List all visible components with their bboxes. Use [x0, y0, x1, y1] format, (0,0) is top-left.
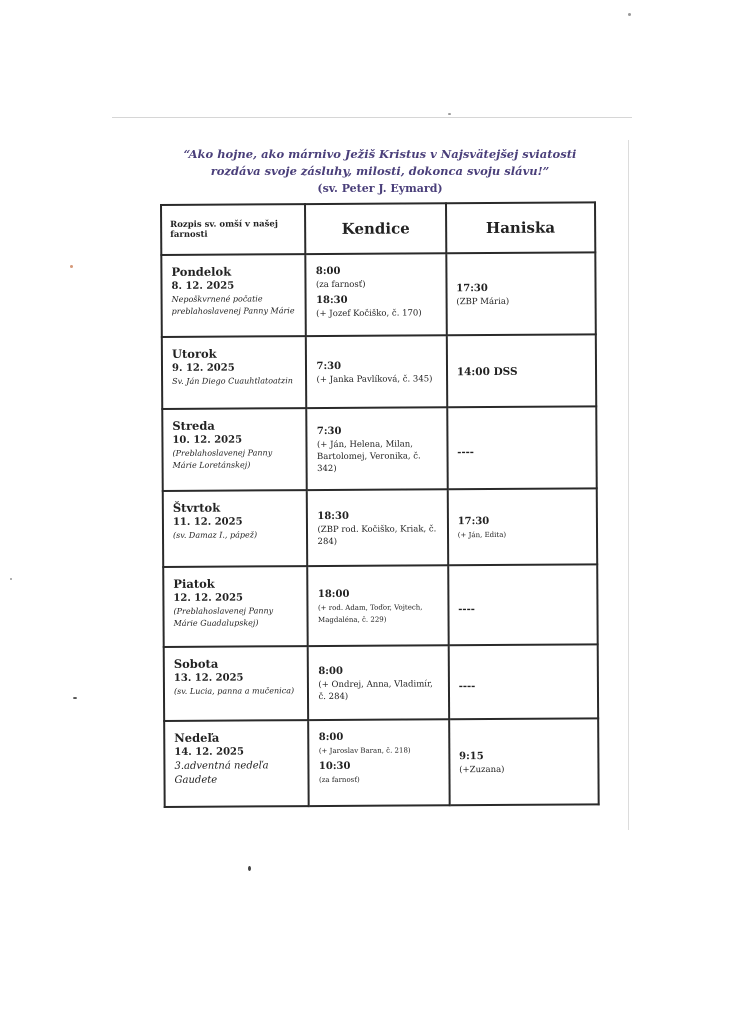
mass-entry [317, 423, 439, 475]
kendice-cell [306, 335, 447, 408]
mass-intention: (ZBP Mária) [456, 296, 510, 308]
mass-intention: (+ Janka Pavlíková, č. 345) [316, 374, 433, 386]
mass-entry [318, 663, 440, 703]
quote-text: “Ako hojne, ako márnivo Ježiš Kristus v Najsvätejšej sviatosti rozdáva svoje zásluhy, milosti, dokonca svoju slávu!” [183, 147, 577, 178]
haniska-cell [449, 718, 599, 805]
day-cell [161, 254, 306, 337]
table-row [161, 252, 595, 337]
kendice-cell [306, 253, 447, 336]
mass-time: 10:30 [318, 760, 351, 773]
day-feast: 3.adventná nedeľa Gaudete [174, 760, 269, 786]
day-name: Sobota [173, 656, 219, 671]
mass-intention: (+ Jozef Kočiško, č. 170) [316, 308, 422, 320]
mass-entry [316, 292, 437, 320]
mass-entry [318, 586, 440, 626]
no-mass-dash: ---- [457, 447, 474, 459]
mass-intention: (za farnosť) [318, 775, 360, 785]
mass-intention: (ZBP rod. Kočiško, Kriak, č. 284) [317, 524, 437, 548]
mass-entry [316, 263, 437, 291]
day-feast: (sv. Damaz I., pápež) [172, 530, 258, 540]
day-cell [163, 490, 308, 567]
mass-entry [458, 513, 588, 541]
mass-intention: (+ rod. Adam, Toďor, Vojtech, Magdaléna, č. 229) [317, 603, 423, 625]
table-row [163, 488, 597, 567]
mass-time: 18:30 [316, 294, 348, 307]
mass-time: 8:00 [315, 265, 341, 278]
table-row [162, 334, 596, 409]
scan-speck [10, 578, 12, 580]
day-name: Nedeľa [174, 730, 220, 745]
header-label: Rozpis sv. omší v našej farnosti [161, 204, 306, 255]
scan-speck [448, 113, 451, 115]
paper-edge-right [628, 140, 629, 830]
mass-time: 7:30 [316, 425, 342, 438]
haniska-cell [448, 644, 598, 719]
day-date: 14. 12. 2025 [174, 746, 244, 758]
paper-edge-top [112, 117, 632, 118]
quote [170, 146, 590, 197]
kendice-cell [307, 489, 448, 566]
mass-time: 17:30 [456, 282, 488, 295]
quote-author: (sv. Peter J. Eymard) [317, 182, 443, 195]
haniska-cell [447, 406, 597, 489]
mass-entry [319, 758, 440, 786]
mass-time: 8:00 [318, 731, 344, 744]
no-mass-dash: ---- [458, 681, 476, 693]
day-name: Pondelok [171, 264, 232, 279]
day-date: 11. 12. 2025 [172, 516, 243, 528]
table-row [162, 406, 596, 491]
scan-speck [73, 697, 77, 699]
day-cell [163, 566, 308, 647]
day-cell [162, 336, 307, 409]
day-name: Utorok [171, 346, 217, 361]
scan-speck [70, 265, 73, 268]
header-parish-kendice: Kendice [305, 203, 446, 254]
mass-intention: (+Zuzana) [459, 764, 505, 776]
no-mass-dash: ---- [458, 604, 475, 616]
kendice-cell [308, 645, 449, 720]
day-cell [164, 720, 309, 807]
day-date: 12. 12. 2025 [173, 592, 244, 604]
mass-time: 18:30 [317, 510, 349, 523]
day-cell [162, 408, 307, 491]
day-date: 10. 12. 2025 [172, 434, 243, 446]
mass-intention: (+ Ondrej, Anna, Vladimír, č. 284) [318, 679, 433, 703]
day-name: Štvrtok [172, 500, 221, 515]
day-feast: Sv. Ján Diego Cuauhtlatoatzin [172, 376, 293, 386]
mass-entry [459, 748, 589, 776]
day-feast: Nepoškvrnené počatie preblahoslavenej Panny Márie [171, 294, 295, 316]
mass-time: 7:30 [316, 360, 342, 373]
table-row [164, 718, 599, 807]
day-feast: (sv. Lucia, panna a mučenica) [173, 686, 295, 696]
mass-time: 17:30 [457, 515, 490, 528]
day-name: Streda [172, 418, 215, 433]
scan-speck [628, 13, 631, 16]
day-cell [164, 646, 309, 721]
mass-intention: (+ Jaroslav Baran, č. 218) [318, 746, 411, 756]
mass-time: 9:15 [459, 751, 484, 763]
kendice-cell [309, 719, 450, 806]
kendice-cell [308, 565, 449, 646]
mass-time: 8:00 [318, 665, 343, 678]
day-feast: (Preblahoslavenej Panny Márie Loretánskej) [172, 448, 273, 470]
header-parish-haniska: Haniska [446, 202, 596, 253]
mass-entry [319, 729, 440, 757]
mass-time: 14:00 DSS [456, 365, 518, 379]
haniska-cell [446, 252, 596, 335]
haniska-cell [448, 488, 598, 565]
day-name: Piatok [173, 576, 215, 591]
mass-entry [456, 280, 586, 308]
scan-speck [248, 866, 251, 871]
table-header-row [161, 202, 595, 255]
day-date: 9. 12. 2025 [171, 362, 235, 374]
kendice-cell [307, 407, 448, 490]
mass-entry [317, 508, 439, 548]
mass-intention: (za farnosť) [315, 279, 366, 291]
haniska-cell [448, 564, 598, 645]
day-date: 13. 12. 2025 [173, 672, 244, 684]
day-feast: (Preblahoslavenej Panny Márie Guadalupskej) [173, 606, 274, 628]
haniska-cell [447, 334, 597, 407]
mass-schedule-table [160, 201, 600, 808]
mass-intention: (+ Ján, Helena, Milan, Bartolomej, Veronika, č. 342) [316, 439, 421, 475]
mass-time: 18:00 [317, 588, 350, 601]
mass-entry [316, 358, 437, 386]
table-row [163, 564, 597, 647]
table-row [164, 644, 598, 721]
mass-intention: (+ Ján, Edita) [457, 530, 507, 540]
day-date: 8. 12. 2025 [171, 280, 235, 292]
